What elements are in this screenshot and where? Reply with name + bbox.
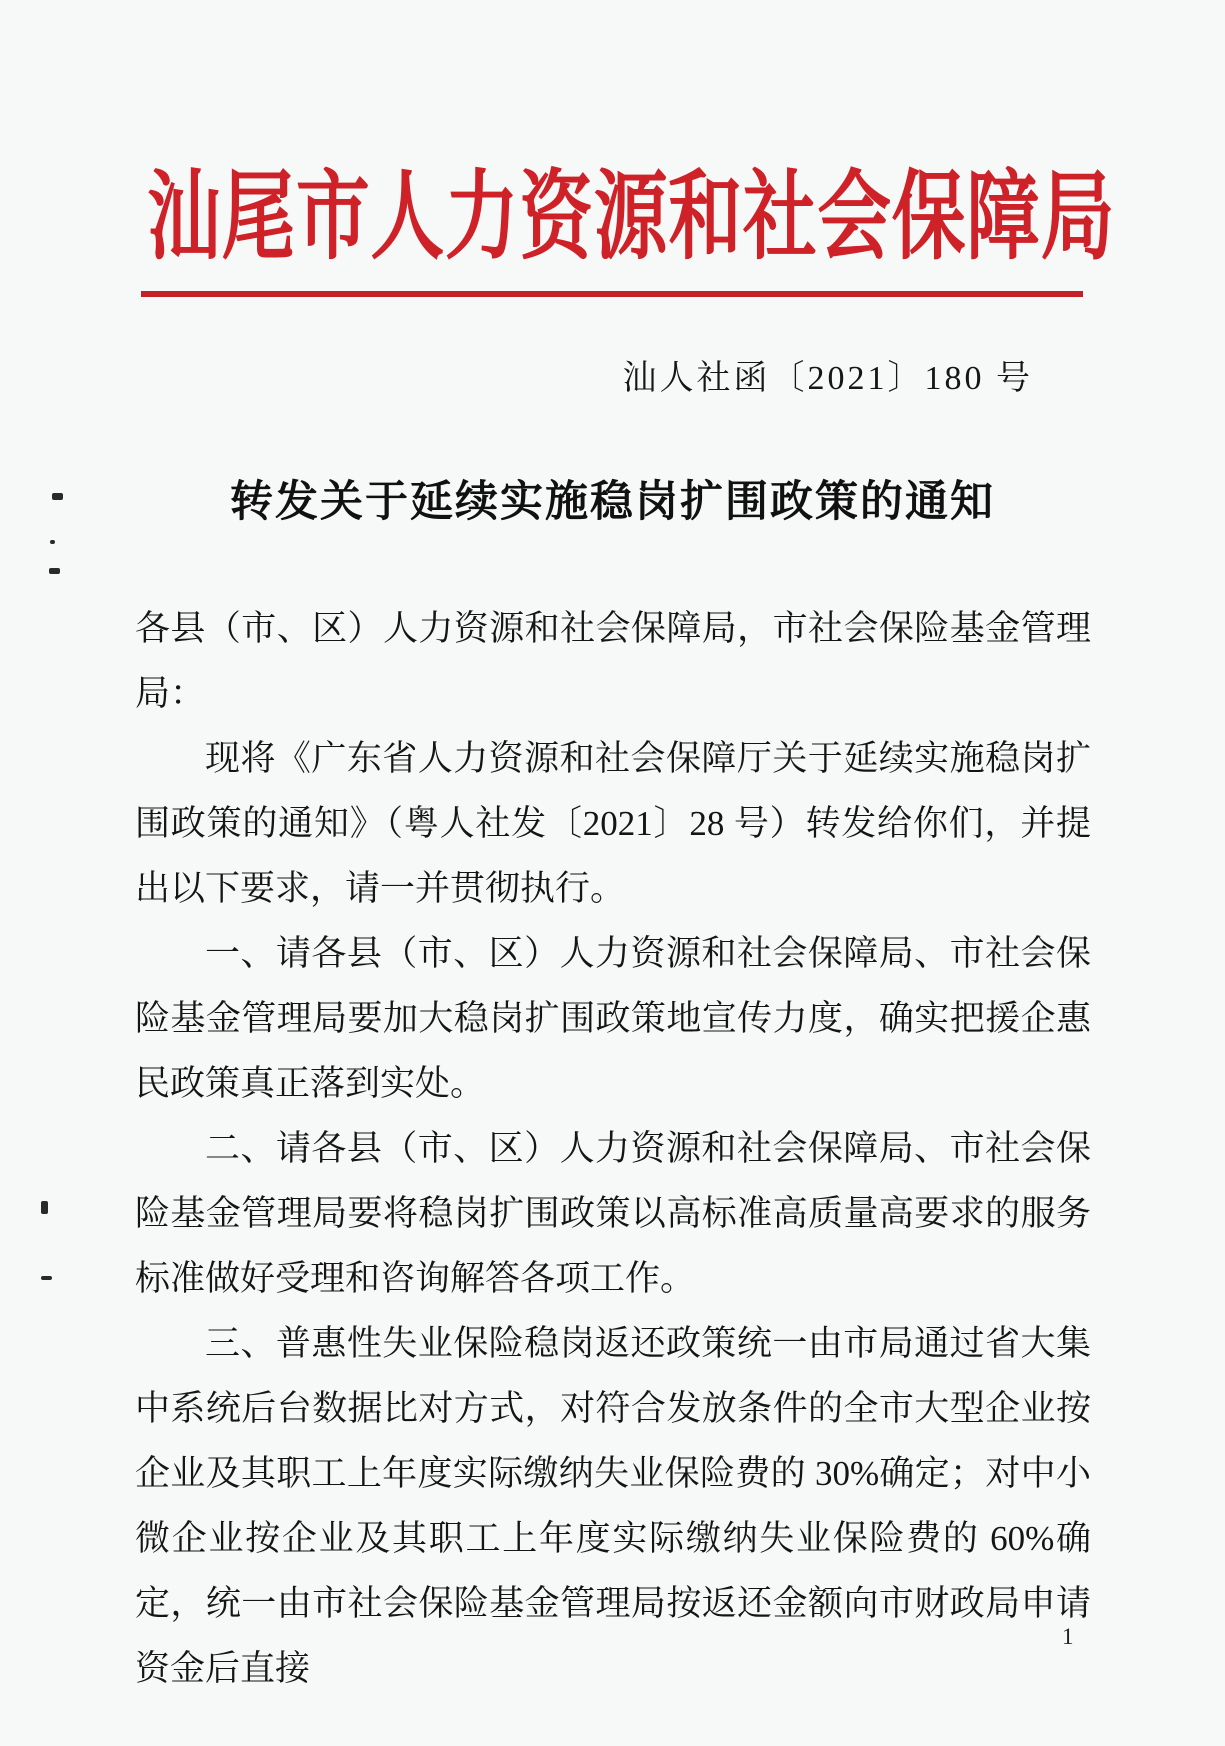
body-paragraph: 二、请各县（市、区）人力资源和社会保障局、市社会保险基金管理局要将稳岗扩围政策以高标准高质量高要求的服务标准做好受理和咨询解答各项工作。 xyxy=(135,1129,1091,1298)
salutation: 各县（市、区）人力资源和社会保障局，市社会保险基金管理局： xyxy=(135,609,1091,713)
scan-speckle xyxy=(50,540,55,544)
scan-speckle xyxy=(41,1276,52,1280)
document-body xyxy=(135,596,1091,1701)
page-number: 1 xyxy=(1062,1624,1074,1649)
document-title: 转发关于延续实施稳岗扩围政策的通知 xyxy=(230,479,995,526)
agency-letterhead-title: 汕尾市人力资源和社会保障局 xyxy=(147,164,1116,271)
body-paragraph: 现将《广东省人力资源和社会保障厅关于延续实施稳岗扩围政策的通知》（粤人社发〔2021〕28 号）转发给你们，并提出以下要求，请一并贯彻执行。 xyxy=(135,739,1091,908)
scan-speckle xyxy=(41,1201,48,1214)
body-paragraph: 三、普惠性失业保险稳岗返还政策统一由市局通过省大集中系统后台数据比对方式，对符合发放条件的全市大型企业按企业及其职工上年度实际缴纳失业保险费的 30%确定；对中小微企业按企业及其职工上年度实际缴纳失业保险费的 60%确定，统一由市社会保险基金管理局按返还金额向市财政局申请资金后直接 xyxy=(135,1324,1091,1688)
scan-speckle xyxy=(49,568,60,574)
red-divider-line xyxy=(141,291,1083,297)
body-paragraph: 一、请各县（市、区）人力资源和社会保障局、市社会保险基金管理局要加大稳岗扩围政策地宣传力度，确实把援企惠民政策真正落到实处。 xyxy=(135,934,1091,1103)
document-number: 汕人社函〔2021〕180 号 xyxy=(622,360,1033,397)
scan-speckle xyxy=(52,493,63,500)
